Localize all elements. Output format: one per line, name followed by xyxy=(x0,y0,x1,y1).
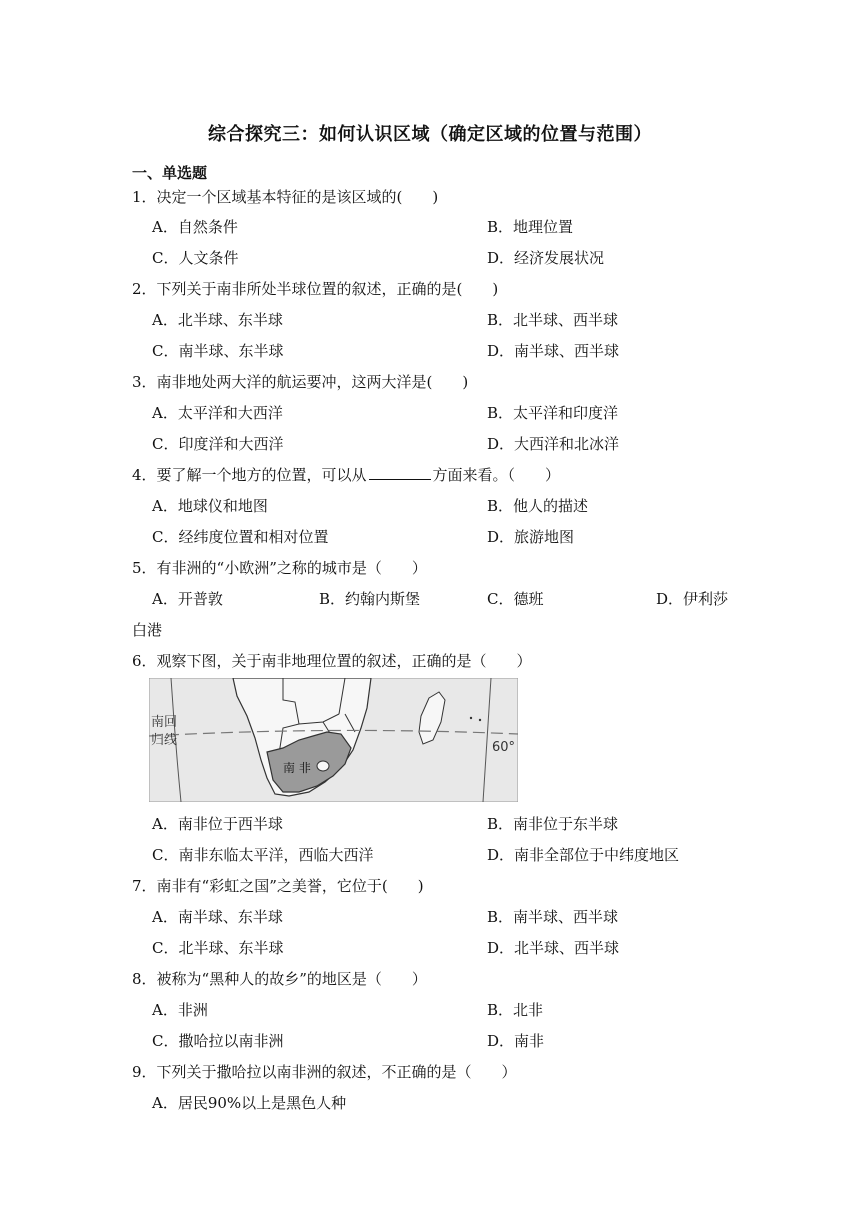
q1-option-d: D．经济发展状况 xyxy=(487,249,605,267)
q4-option-c: C．经纬度位置和相对位置 xyxy=(152,528,329,546)
q1-option-a: A．自然条件 xyxy=(152,218,238,236)
q1-option-c: C．人文条件 xyxy=(152,249,239,267)
q2-option-a: A．北半球、东半球 xyxy=(152,311,283,329)
q6-option-c: C．南非东临太平洋，西临大西洋 xyxy=(152,846,374,864)
q2-option-c: C．南半球、东半球 xyxy=(152,342,284,360)
q4-option-b: B．他人的描述 xyxy=(487,497,589,515)
q2-option-d: D．南半球、西半球 xyxy=(487,342,620,360)
question-3: 3．南非地处两大洋的航运要冲，这两大洋是( ) xyxy=(132,373,469,391)
q8-option-d: D．南非 xyxy=(487,1032,545,1050)
q4-blank xyxy=(369,465,431,480)
south-africa-label: 南 非 xyxy=(283,761,311,775)
tropic-label-line2: 归线 xyxy=(151,733,178,748)
lesotho-region xyxy=(317,761,329,771)
q5-option-b: B．约翰内斯堡 xyxy=(319,590,421,608)
q5-option-c: C．德班 xyxy=(487,590,544,608)
page-title: 综合探究三：如何认识区域（确定区域的位置与范围） xyxy=(208,124,652,145)
section-heading: 一、单选题 xyxy=(132,164,208,182)
q8-option-a: A．非洲 xyxy=(152,1001,208,1019)
south-africa-map xyxy=(149,678,518,802)
q1-option-b: B．地理位置 xyxy=(487,218,574,236)
question-8: 8．被称为“黑种人的故乡”的地区是（ ） xyxy=(132,970,427,988)
q7-option-b: B．南半球、西半球 xyxy=(487,908,619,926)
q9-option-a: A．居民90%以上是黑色人种 xyxy=(152,1094,347,1112)
question-1: 1．决定一个区域基本特征的是该区域的( ) xyxy=(132,188,439,206)
q3-option-c: C．印度洋和大西洋 xyxy=(152,435,284,453)
question-9: 9．下列关于撒哈拉以南非洲的叙述，不正确的是（ ） xyxy=(132,1063,517,1081)
q7-option-a: A．南半球、东半球 xyxy=(152,908,283,926)
question-4 xyxy=(132,464,560,485)
longitude-60-label: 60° xyxy=(492,740,516,755)
q3-option-b: B．太平洋和印度洋 xyxy=(487,404,619,422)
q3-option-a: A．太平洋和大西洋 xyxy=(152,404,283,422)
q6-option-d: D．南非全部位于中纬度地区 xyxy=(487,846,680,864)
q6-option-b: B．南非位于东半球 xyxy=(487,815,619,833)
q8-option-c: C．撒哈拉以南非洲 xyxy=(152,1032,284,1050)
q8-option-b: B．北非 xyxy=(487,1001,544,1019)
q4-stem-before: 4．要了解一个地方的位置，可以从 xyxy=(132,466,367,484)
q7-option-d: D．北半球、西半球 xyxy=(487,939,620,957)
question-5: 5．有非洲的“小欧洲”之称的城市是（ ） xyxy=(132,559,427,577)
q7-option-c: C．北半球、东半球 xyxy=(152,939,284,957)
q2-option-b: B．北半球、西半球 xyxy=(487,311,619,329)
q6-option-a: A．南非位于西半球 xyxy=(152,815,283,833)
tropic-label-line1: 南回 xyxy=(151,715,178,730)
q4-stem-after: 方面来看。（ ） xyxy=(432,466,561,484)
question-6: 6．观察下图，关于南非地理位置的叙述，正确的是（ ） xyxy=(132,652,532,670)
q4-option-a: A．地球仪和地图 xyxy=(152,497,268,515)
question-2: 2．下列关于南非所处半球位置的叙述，正确的是( ) xyxy=(132,280,499,298)
q5-option-a: A．开普敦 xyxy=(152,590,223,608)
q5-option-d: D．伊利莎 xyxy=(656,590,729,608)
q5-option-d-continuation: 白港 xyxy=(132,621,163,639)
q4-option-d: D．旅游地图 xyxy=(487,528,575,546)
question-7: 7．南非有“彩虹之国”之美誉，它位于( ) xyxy=(132,877,424,895)
q3-option-d: D．大西洋和北冰洋 xyxy=(487,435,620,453)
